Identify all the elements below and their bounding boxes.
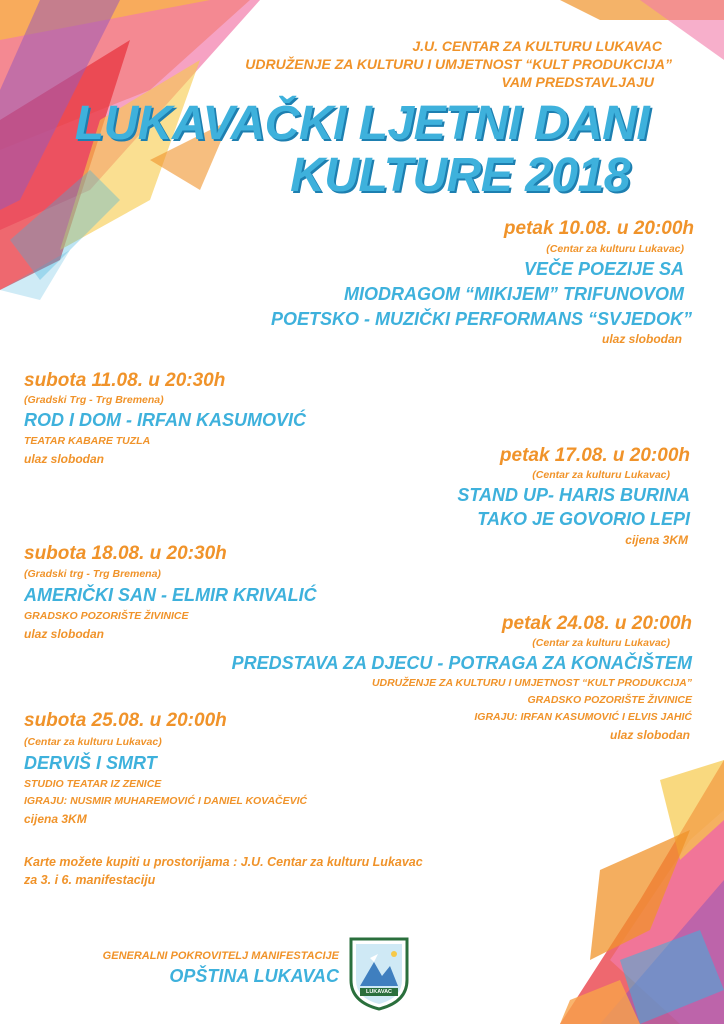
festival-title-line2: KULTURE 2018 [290, 149, 630, 202]
event-6-venue: (Centar za kulturu Lukavac) [24, 736, 162, 748]
event-2-venue: (Gradski Trg - Trg Bremena) [24, 394, 164, 406]
event-6-info: cijena 3KM [24, 812, 87, 826]
event-6-sub-2: IGRAJU: NUSMIR MUHAREMOVIĆ I DANIEL KOVAČEVIĆ [24, 795, 308, 807]
event-3-title-1: STAND UP- HARIS BURINA [457, 485, 690, 505]
event-5-info: ulaz slobodan [609, 728, 690, 742]
event-1-title-3: POETSKO - MUZIČKI PERFORMANS “SVJEDOK” [270, 309, 692, 329]
event-3-date: petak 17.08. u 20:00h [499, 445, 690, 466]
event-1-date: petak 10.08. u 20:00h [503, 218, 694, 239]
ticket-info-line2: za 3. i 6. manifestaciju [24, 873, 156, 887]
event-6-title-1: DERVIŠ I SMRT [24, 753, 157, 773]
event-4-date: subota 18.08. u 20:30h [24, 543, 227, 564]
event-3-venue: (Centar za kulturu Lukavac) [532, 469, 670, 481]
event-3-title-2: TAKO JE GOVORIO LEPI [477, 509, 690, 529]
event-2-info: ulaz slobodan [24, 452, 105, 466]
event-5-sub-1: UDRUŽENJE ZA KULTURU I UMJETNOST “KULT PRODUKCIJA” [371, 677, 692, 689]
event-2-sub-1: TEATAR KABARE TUZLA [24, 435, 151, 447]
event-4-title-1: AMERIČKI SAN - ELMIR KRIVALIĆ [24, 585, 317, 605]
event-5-sub-3: IGRAJU: IRFAN KASUMOVIĆ I ELVIS JAHIĆ [474, 711, 692, 723]
event-4-info: ulaz slobodan [24, 627, 105, 641]
event-1-venue: (Centar za kulturu Lukavac) [546, 243, 684, 255]
event-4-sub-1: GRADSKO POZORIŠTE ŽIVINICE [24, 610, 189, 622]
event-1-info: ulaz slobodan [601, 332, 682, 346]
event-5-sub-2: GRADSKO POZORIŠTE ŽIVINICE [527, 694, 692, 706]
sponsor-name: OPŠTINA LUKAVAC [169, 966, 339, 986]
organizer-2: UDRUŽENJE ZA KULTURU I UMJETNOST “KULT PRODUKCIJA” [245, 56, 672, 72]
event-1-title-2: MIODRAGOM “MIKIJEM” TRIFUNOVOM [344, 284, 684, 304]
organizer-1: J.U. CENTAR ZA KULTURU LUKAVAC [412, 38, 662, 54]
event-4-venue: (Gradski trg - Trg Bremena) [24, 568, 161, 580]
event-3-info: cijena 3KM [625, 533, 688, 547]
event-6-date: subota 25.08. u 20:00h [24, 710, 227, 731]
ticket-info-line1: Karte možete kupiti u prostorijama : J.U. Centar za kulturu Lukavac [24, 855, 423, 869]
event-6-sub-1: STUDIO TEATAR IZ ZENICE [24, 778, 162, 790]
event-5-date: petak 24.08. u 20:00h [501, 613, 692, 634]
organizer-3: VAM PREDSTAVLJAJU [501, 74, 654, 90]
event-1-title-1: VEČE POEZIJE SA [523, 259, 684, 279]
event-2-date: subota 11.08. u 20:30h [24, 370, 226, 391]
lukavac-crest-icon [348, 936, 410, 1012]
crest-label: LUKAVAC [365, 989, 393, 995]
event-5-venue: (Centar za kulturu Lukavac) [532, 637, 670, 649]
event-5-title-1: PREDSTAVA ZA DJECU - POTRAGA ZA KONAČIŠTEM [231, 653, 692, 673]
event-2-title-1: ROD I DOM - IRFAN KASUMOVIĆ [24, 410, 306, 430]
festival-title-line1: LUKAVAČKI LJETNI DANI [74, 97, 650, 150]
sponsor-label: GENERALNI POKROVITELJ MANIFESTACIJE [102, 950, 339, 962]
